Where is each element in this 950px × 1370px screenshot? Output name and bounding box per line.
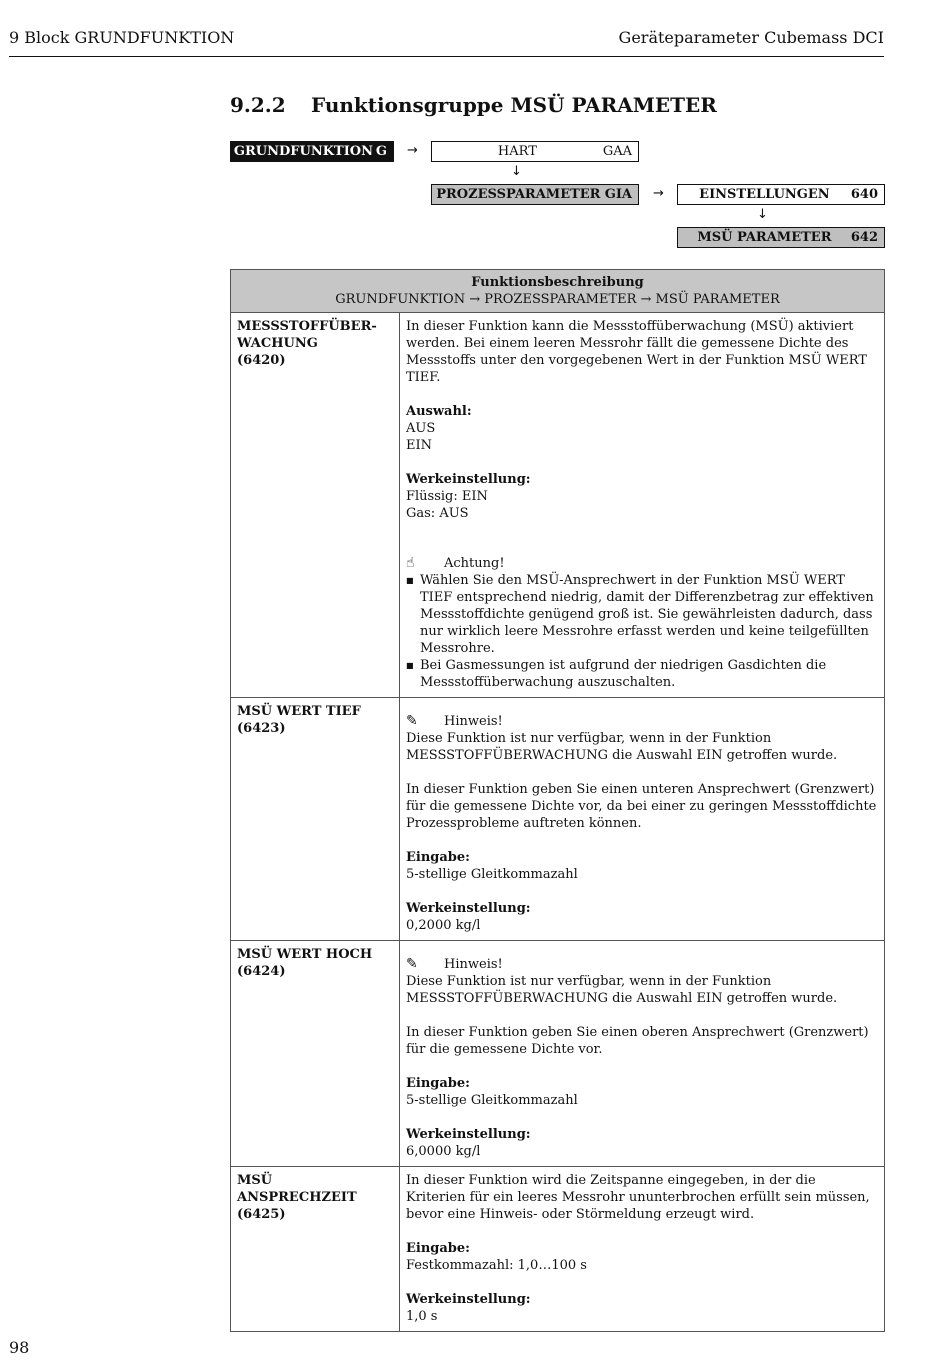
nav-box-label: PROZESSPARAMETER	[436, 187, 601, 202]
table-header-cell	[231, 270, 885, 313]
choice-option: EIN	[406, 438, 432, 453]
nav-box-grundfunktion	[230, 141, 394, 162]
section-heading	[230, 93, 717, 117]
nav-box-hart	[431, 141, 639, 162]
nav-box-label: MSÜ PARAMETER	[697, 230, 832, 245]
nav-box-label: EINSTELLUNGEN	[699, 187, 830, 202]
table-row	[231, 1167, 885, 1332]
note-text: Diese Funktion ist nur verfügbar, wenn in der Funktion MESSSTOFFÜBERWACHUNG die Auswahl EIN getroffen wurde.	[406, 974, 838, 1006]
hand-warning-icon: ☝	[406, 555, 415, 571]
section-title: Funktionsgruppe MSÜ PARAMETER	[311, 93, 717, 117]
table-path: GRUNDFUNKTION → PROZESSPARAMETER → MSÜ PARAMETER	[335, 292, 780, 307]
function-description-cell	[400, 1167, 885, 1332]
arrow-down-icon: ↓	[511, 164, 522, 179]
note-callout	[406, 956, 878, 973]
function-name: WACHUNG	[237, 336, 318, 351]
default-value: 1,0 s	[406, 1309, 438, 1324]
nav-box-prozessparameter	[431, 184, 639, 205]
function-description-cell	[400, 941, 885, 1167]
default-label: Werkeinstellung:	[406, 1292, 531, 1307]
running-header-chapter: 9 Block GRUNDFUNKTION	[9, 28, 235, 47]
default-value: Flüssig: EIN	[406, 489, 488, 504]
nav-box-code: 640	[850, 187, 878, 202]
running-header-title: Geräteparameter Cubemass DCI	[618, 28, 884, 47]
choice-option: AUS	[406, 421, 436, 436]
choice-label: Auswahl:	[406, 404, 472, 419]
table-row	[231, 941, 885, 1167]
pencil-note-icon: ✎	[406, 956, 418, 972]
function-code: (6420)	[237, 353, 286, 368]
input-value: 5-stellige Gleitkommazahl	[406, 1093, 578, 1108]
note-label: Hinweis!	[444, 957, 503, 972]
input-label: Eingabe:	[406, 1241, 470, 1256]
function-name-cell	[231, 941, 400, 1167]
function-name: MSÜ WERT TIEF	[237, 704, 361, 719]
list-item: ■ Bei Gasmessungen ist aufgrund der niedrigen Gasdichten die Messstoffüberwachung auszuschalten.	[406, 657, 878, 691]
input-label: Eingabe:	[406, 1076, 470, 1091]
warning-list	[406, 572, 878, 691]
input-label: Eingabe:	[406, 850, 470, 865]
default-label: Werkeinstellung:	[406, 1127, 531, 1142]
default-value: Gas: AUS	[406, 506, 469, 521]
page-number: 98	[9, 1338, 30, 1357]
function-name-cell	[231, 313, 400, 698]
note-label: Hinweis!	[444, 714, 503, 729]
function-description-cell	[400, 698, 885, 941]
default-value: 6,0000 kg/l	[406, 1144, 481, 1159]
note-text: Diese Funktion ist nur verfügbar, wenn in der Funktion MESSSTOFFÜBERWACHUNG die Auswahl EIN getroffen wurde.	[406, 731, 838, 763]
nav-box-label: GRUNDFUNKTION	[233, 144, 373, 159]
nav-box-msu-parameter	[677, 227, 885, 248]
nav-box-code: 642	[850, 230, 878, 245]
description-text: In dieser Funktion geben Sie einen oberen Ansprechwert (Grenzwert) für die gemessene Dichte vor.	[406, 1025, 869, 1057]
function-name: MSÜ WERT HOCH	[237, 947, 373, 962]
nav-box-code: GIA	[604, 187, 632, 202]
arrow-right-icon: →	[653, 186, 664, 201]
description-text: In dieser Funktion geben Sie einen unteren Ansprechwert (Grenzwert) für die gemessene Dichte vor, da bei einer zu geringen Messstoffdichte Prozessprobleme auftreten können.	[406, 782, 877, 831]
arrow-right-icon: →	[407, 143, 418, 158]
table-title: Funktionsbeschreibung	[471, 275, 644, 290]
list-item: ■ Wählen Sie den MSÜ-Ansprechwert in der Funktion MSÜ WERT TIEF entsprechend niedrig, damit der Differenzbetrag zur effektiven Messstoffdichte genügend groß ist. Sie gewährleisten dadurch, dass nur wirklich leere Messrohre erfasst werden und keine teilgefüllten Messrohre.	[406, 572, 878, 657]
description-text: In dieser Funktion kann die Messstoffüberwachung (MSÜ) aktiviert werden. Bei einem leeren Messrohr fällt die gemessene Dichte des Messstoffs unter den vorgegebenen Wert in der Funktion MSÜ WERT TIEF.	[406, 319, 867, 385]
function-description-table	[230, 269, 885, 1332]
default-label: Werkeinstellung:	[406, 901, 531, 916]
header-divider	[9, 56, 884, 57]
nav-box-code: GAA	[602, 144, 632, 159]
function-description-cell	[400, 313, 885, 698]
table-row	[231, 698, 885, 941]
warning-callout	[406, 555, 878, 572]
arrow-down-icon: ↓	[757, 207, 768, 222]
note-callout	[406, 713, 878, 730]
nav-box-label: HART	[497, 144, 537, 159]
input-value: 5-stellige Gleitkommazahl	[406, 867, 578, 882]
nav-box-einstellungen	[677, 184, 885, 205]
nav-box-code: G	[375, 144, 387, 159]
function-code: (6424)	[237, 964, 286, 979]
table-row	[231, 313, 885, 698]
section-number: 9.2.2	[230, 93, 286, 117]
table-header-row	[231, 270, 885, 313]
description-text: In dieser Funktion wird die Zeitspanne eingegeben, in der die Kriterien für ein leeres Messrohr ununterbrochen erfüllt sein müssen, bevor eine Hinweis- oder Störmeldung erzeugt wird.	[406, 1173, 870, 1222]
function-code: (6423)	[237, 721, 286, 736]
function-name-cell	[231, 1167, 400, 1332]
function-name: MSÜ ANSPRECHZEIT	[237, 1173, 357, 1205]
pencil-note-icon: ✎	[406, 713, 418, 729]
default-label: Werkeinstellung:	[406, 472, 531, 487]
function-code: (6425)	[237, 1207, 286, 1222]
input-value: Festkommazahl: 1,0…100 s	[406, 1258, 587, 1273]
function-name: MESSSTOFFÜBER-	[237, 319, 377, 334]
function-name-cell	[231, 698, 400, 941]
warning-label: Achtung!	[444, 556, 505, 571]
default-value: 0,2000 kg/l	[406, 918, 481, 933]
